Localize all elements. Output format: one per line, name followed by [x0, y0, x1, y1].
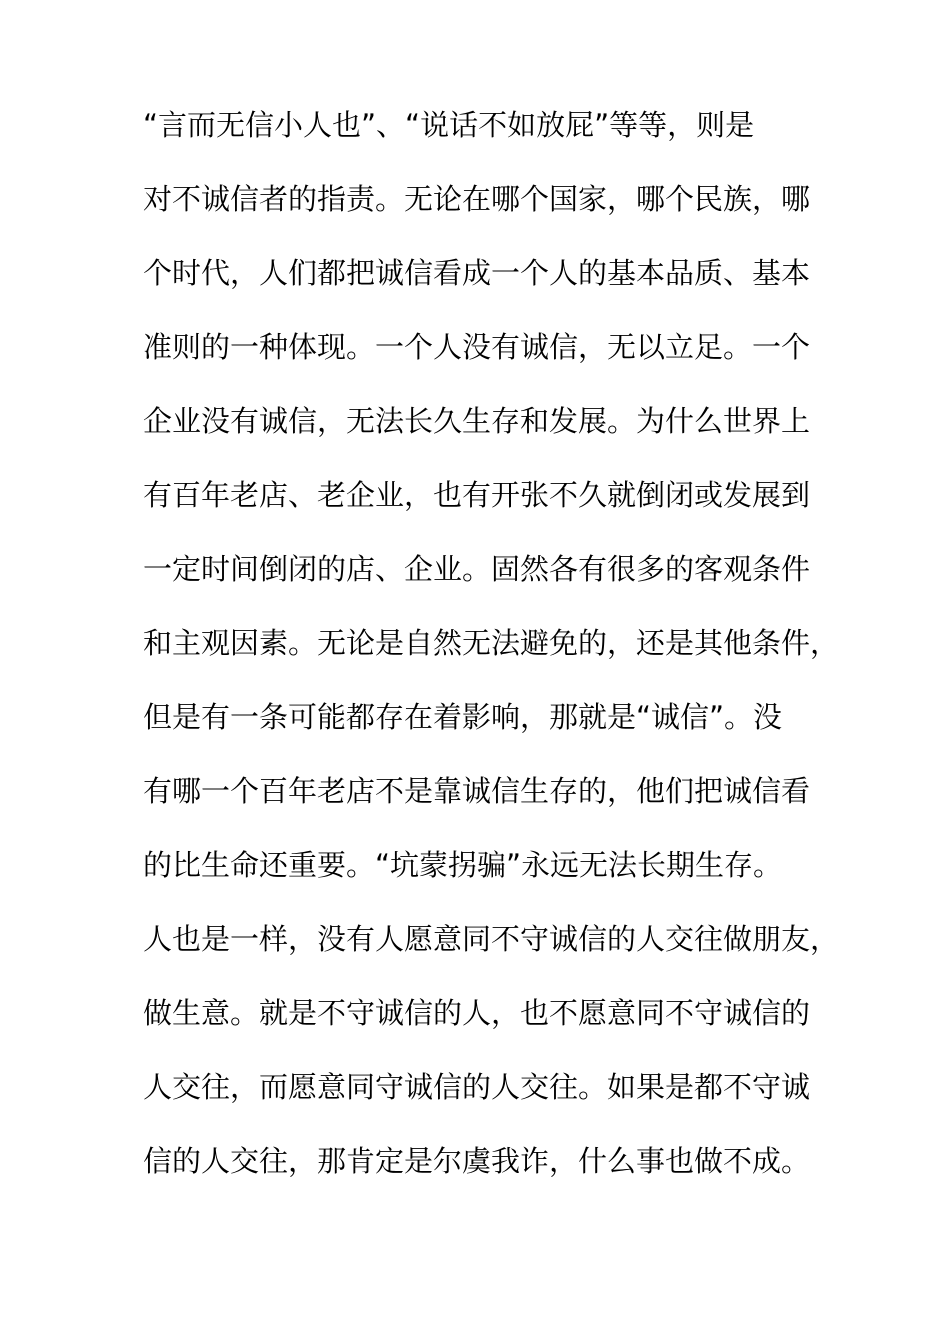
text-line-15: 信的人交往，那肯定是尔虞我诈，什么事也做不成。 [143, 1144, 811, 1178]
text-line-6: 有百年老店、老企业，也有开张不久就倒闭或发展到 [143, 478, 811, 512]
text-line-9: 但是有一条可能都存在着影响，那就是“诚信”。没 [143, 700, 783, 734]
text-line-11: 的比生命还重要。“坑蒙拐骗”永远无法长期生存。 [143, 848, 783, 882]
text-line-8: 和主观因素。无论是自然无法避免的，还是其他条件， [143, 626, 840, 660]
text-line-12: 人也是一样，没有人愿意同不守诚信的人交往做朋友， [143, 922, 840, 956]
text-line-10: 有哪一个百年老店不是靠诚信生存的，他们把诚信看 [143, 774, 811, 808]
text-line-13: 做生意。就是不守诚信的人，也不愿意同不守诚信的 [143, 996, 811, 1030]
text-line-14: 人交往，而愿意同守诚信的人交往。如果是都不守诚 [143, 1070, 811, 1104]
text-line-1: “言而无信小人也”、“说话不如放屁”等等，则是 [143, 108, 755, 142]
text-line-4: 准则的一种体现。一个人没有诚信，无以立足。一个 [143, 330, 811, 364]
text-line-2: 对不诚信者的指责。无论在哪个国家，哪个民族，哪 [143, 182, 811, 216]
text-line-5: 企业没有诚信，无法长久生存和发展。为什么世界上 [143, 404, 811, 438]
body-paragraph [143, 88, 840, 1198]
text-line-3: 个时代，人们都把诚信看成一个人的基本品质、基本 [143, 256, 811, 290]
text-line-7: 一定时间倒闭的店、企业。固然各有很多的客观条件 [143, 552, 811, 586]
